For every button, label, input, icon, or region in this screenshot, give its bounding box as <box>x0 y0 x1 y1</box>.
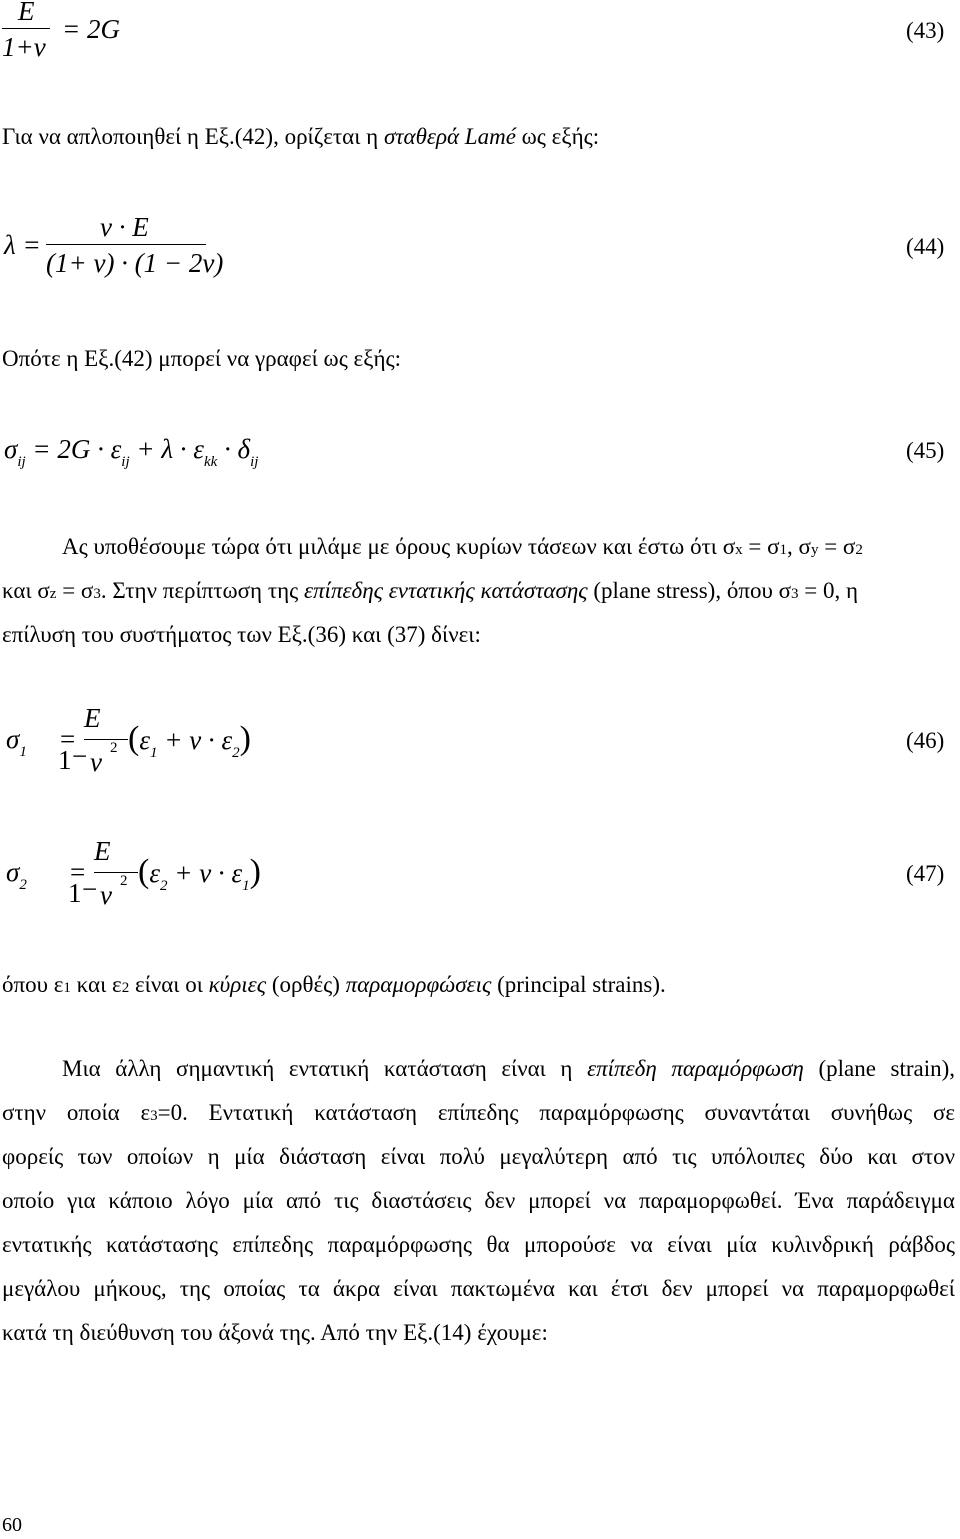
p4-sub-2: 2 <box>121 980 130 996</box>
eq47-den-sup: 2 <box>120 873 128 889</box>
eq47-sigma <box>6 857 27 893</box>
eq47-den-nu: ν <box>100 880 112 910</box>
p1-text-before: Για να απλοποιηθεί η Εξ.(42), ορίζεται η <box>2 124 384 149</box>
eq46-sigma <box>6 724 27 760</box>
eq46-sigma-symbol: σ <box>6 724 20 754</box>
eq46-den-minus: − <box>72 741 88 771</box>
p5-emphasis: επίπεδη παραμόρφωση <box>587 1056 804 1081</box>
eq46-paren-group <box>128 720 251 761</box>
p4-emphasis-1: κύριες <box>208 972 267 997</box>
eq46-den-sup: 2 <box>110 740 118 756</box>
p3-line2-c: . Στην περίπτωση της <box>100 578 304 603</box>
p3-sub-1: 1 <box>779 542 788 558</box>
paragraph-plane-strain-line7: κατά τη διεύθυνση του άξονά της. Από την Εξ.(14) έχουμε: <box>2 1320 548 1345</box>
eq45-dot: · <box>224 434 231 464</box>
eq45-sub-kk: kk <box>203 454 218 470</box>
eq46-den-1: 1 <box>58 745 72 775</box>
eq47-eps-a: ε <box>149 858 160 888</box>
paragraph-plane-strain-line3: φορείς των οποίων η μία διάσταση είναι πολύ μεγαλύτερη από τις υπόλοιπες δύο και στον <box>2 1144 955 1169</box>
eq46-number: (46) <box>906 728 945 753</box>
paragraph-plane-strain-line4: οποίο για κάποιο λόγο μία από τις διαστάσεις δεν μπορεί να παραμορφωθεί. Ένα παράδειγμα <box>2 1188 955 1213</box>
eq46-equals: = <box>60 724 76 754</box>
paragraph-plane-strain-line2 <box>2 1099 955 1130</box>
p4-a: όπου ε <box>2 972 64 997</box>
p3-sub-3b: 3 <box>791 586 799 602</box>
eq47-equals: = <box>70 857 86 887</box>
p5-l1-b: (plane strain), <box>803 1056 956 1081</box>
p3-sub-x: x <box>735 542 743 558</box>
p3-line1-text: Ας υποθέσουμε τώρα ότι μιλάμε με όρους κυρίων τάσεων και έστω ότι σ <box>62 534 736 559</box>
paragraph-lame-intro <box>2 123 599 151</box>
p5-l2-a: στην οποία ε <box>2 1100 151 1125</box>
eq45-delta-sub: ij <box>250 454 259 470</box>
eq47-den-minus: − <box>82 874 98 904</box>
eq46-eps-b: ε <box>221 725 233 755</box>
equation-45 <box>4 434 259 470</box>
eq43-rhs: = 2G <box>62 14 120 44</box>
p4-d: (ορθές) <box>266 972 346 997</box>
eq46-sigma-sub: 1 <box>19 744 27 760</box>
eq45-sigma: σ <box>4 434 18 464</box>
p4-sub-1: 1 <box>63 980 71 996</box>
eq45-eps-kk: ε <box>193 434 204 464</box>
p1-emphasis: σταθερά Lamé <box>383 124 516 149</box>
eq44-fraction-bar <box>46 244 206 245</box>
eq47-eps-b-sub: 1 <box>242 878 250 894</box>
eq43-fraction-bar <box>2 28 50 29</box>
eq46-eps-b-sub: 2 <box>232 745 240 761</box>
eq45-eps-sub: ij <box>121 454 130 470</box>
eq46-eps-a-sub: 1 <box>149 745 158 761</box>
p3-sub-y: y <box>810 542 819 558</box>
eq47-eps-a-sub: 2 <box>159 878 168 894</box>
paragraph-principal-stresses-line1 <box>62 533 863 564</box>
p3-line2-d: (plane stress), όπου σ <box>587 578 791 603</box>
p5-l2-b: =0. Εντατική κατάσταση επίπεδης παραμόρφωσης συναντάται συνήθως σε <box>157 1100 956 1125</box>
eq45-2g: = 2G · <box>32 434 104 464</box>
p3-emphasis: επίπεδης εντατικής κατάστασης <box>303 578 588 603</box>
p4-emphasis-2: παραμορφώσεις <box>345 972 492 997</box>
p5-sub-3: 3 <box>150 1108 158 1124</box>
p3-line2-e: = 0, η <box>798 578 858 603</box>
eq43-denominator: 1+ν <box>2 32 46 62</box>
eq45-plus-lambda: + λ · <box>136 434 187 464</box>
eq46-paren-close: ) <box>239 720 251 757</box>
eq43-numerator: E <box>18 0 35 26</box>
p1-text-after: ως εξής: <box>515 124 600 149</box>
eq46-eps-a: ε <box>139 725 150 755</box>
eq45-eps: ε <box>110 434 122 464</box>
eq44-number: (44) <box>906 234 945 259</box>
eq47-paren-open: ( <box>138 853 150 890</box>
p4-c: είναι οι <box>129 972 209 997</box>
eq46-plus-nu: + ν · <box>164 725 215 755</box>
paragraph-eq42-rewrite: Οπότε η Εξ.(42) μπορεί να γραφεί ως εξής: <box>2 346 401 371</box>
paragraph-plane-strain-line1 <box>62 1055 955 1083</box>
eq45-delta: δ <box>237 434 251 464</box>
paragraph-plane-strain-line6: μεγάλου μήκους, της οποίας τα άκρα είναι πακτωμένα και έτσι δεν μπορεί να παραμορφωθεί <box>2 1276 955 1301</box>
eq45-sub-ij: ij <box>17 454 26 470</box>
eq47-paren-group <box>138 853 261 894</box>
eq46-den-nu: ν <box>90 747 102 777</box>
eq45-number: (45) <box>906 438 945 463</box>
p3-line1-c: , σ <box>787 534 811 559</box>
p3-sub-z: z <box>49 586 57 602</box>
eq47-numerator: E <box>94 836 111 866</box>
eq44-lhs: λ = <box>4 230 41 260</box>
p3-sub-2: 2 <box>855 542 863 558</box>
p3-line2-a: και σ <box>2 578 50 603</box>
eq47-fraction-bar <box>94 872 138 873</box>
eq44-denominator: (1+ ν) · (1 − 2ν) <box>46 248 224 278</box>
eq43-number: (43) <box>906 18 945 43</box>
p3-line1-b: = σ <box>742 534 780 559</box>
p3-line2-b: = σ <box>56 578 94 603</box>
p3-sub-3: 3 <box>93 586 101 602</box>
paragraph-plane-strain-line5: εντατικής κατάστασης επίπεδης παραμόρφωσης θα μπορούσε να είναι μία κυλινδρική ράβδος <box>2 1232 955 1257</box>
page-number: 60 <box>2 1514 22 1536</box>
p4-e: (principal strains). <box>491 972 666 997</box>
p5-l1-a: Μια άλλη σημαντική εντατική κατάσταση είναι η <box>62 1056 588 1081</box>
paragraph-principal-stresses-line2 <box>2 577 858 608</box>
eq47-den-1: 1 <box>68 878 82 908</box>
eq47-plus-nu: + ν · <box>174 858 225 888</box>
eq44-numerator: ν · E <box>100 212 149 242</box>
eq47-eps-b: ε <box>231 858 243 888</box>
paragraph-principal-strains <box>2 971 666 1002</box>
eq46-paren-open: ( <box>128 720 140 757</box>
p3-line1-d: = σ <box>818 534 856 559</box>
eq47-sigma-symbol: σ <box>6 857 20 887</box>
eq47-number: (47) <box>906 861 945 886</box>
eq46-fraction-bar <box>84 739 128 740</box>
p4-b: και ε <box>70 972 122 997</box>
paragraph-principal-stresses-line3: επίλυση του συστήματος των Εξ.(36) και (37) δίνει: <box>2 622 481 647</box>
eq46-numerator: E <box>84 703 101 733</box>
eq47-sigma-sub: 2 <box>19 877 27 893</box>
eq47-paren-close: ) <box>249 853 261 890</box>
